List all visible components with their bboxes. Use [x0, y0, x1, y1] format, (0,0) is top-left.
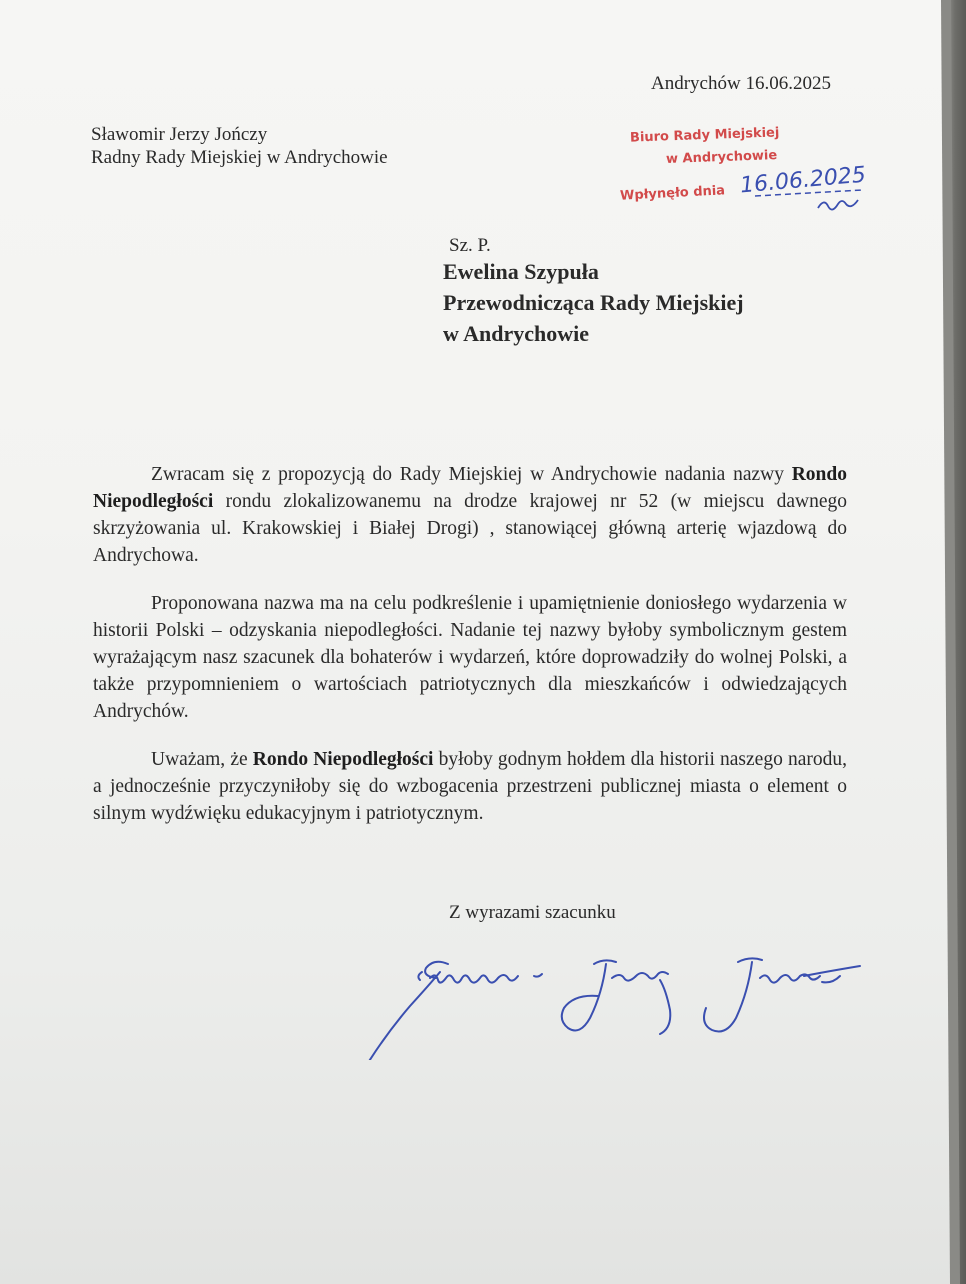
- place-date: Andrychów 16.06.2025: [651, 73, 831, 94]
- p1-text-end: rondu zlokalizowanemu na drodze krajowej nr 52 (w miejscu dawnego skrzyżowania ul. Krakowskiej i Białej Drogi) , stanowiącej główną arterię wjazdową do Andrychowa.: [93, 491, 847, 566]
- stamp-received-date: 16.06.2025: [739, 162, 867, 199]
- sender-name: Sławomir Jerzy Jończy: [91, 124, 268, 145]
- handwritten-signature: [360, 950, 880, 1060]
- body-paragraph-2: Proponowana nazwa ma na celu podkreślenie i upamiętnienie doniosłego wydarzenia w historii Polski – odzyskania niepodległości. Nadanie tej nazwy byłoby symbolicznym gestem wyrażającym nasz szacunek dla bohaterów i wydarzeń, które doprowadziły do wolnej Polski, a także przypomnieniem o wartościach patriotycznych dla mieszkańców i odwiedzających Andrychów.: [93, 593, 847, 722]
- recipient-location: w Andrychowie: [443, 321, 590, 346]
- p1-highlight-name: Rondo Niepodległości: [93, 464, 847, 512]
- body-paragraph-1: [93, 461, 847, 569]
- stamp-line-received: Wpłynęło dnia: [619, 183, 726, 204]
- closing-phrase: Z wyrazami szacunku: [449, 902, 616, 923]
- recipient-position: Przewodnicząca Rady Miejskiej: [443, 290, 744, 315]
- p3-text-end: byłoby godnym hołdem dla historii naszego narodu, a jednocześnie przyczyniłoby się do wzbogacenia przestrzeni publicznej miasta o element o silnym wydźwięku edukacyjnym i patriotycznym.: [93, 749, 847, 824]
- stamp-line-office: Biuro Rady Miejskiej: [629, 125, 780, 146]
- recipient-salutation: Sz. P.: [449, 235, 491, 256]
- body-paragraph-3: [93, 746, 847, 827]
- p3-text-start: Uważam, że: [151, 749, 253, 770]
- p1-text-start: Zwracam się z propozycją do Rady Miejskiej w Andrychowie nadania nazwy: [151, 464, 792, 485]
- p3-highlight-name: Rondo Niepodległości: [252, 749, 434, 770]
- stamp-line-town: w Andrychowie: [665, 148, 778, 167]
- recipient-name: Ewelina Szypuła: [443, 259, 599, 284]
- sender-title: Radny Rady Miejskiej w Andrychowie: [91, 147, 388, 168]
